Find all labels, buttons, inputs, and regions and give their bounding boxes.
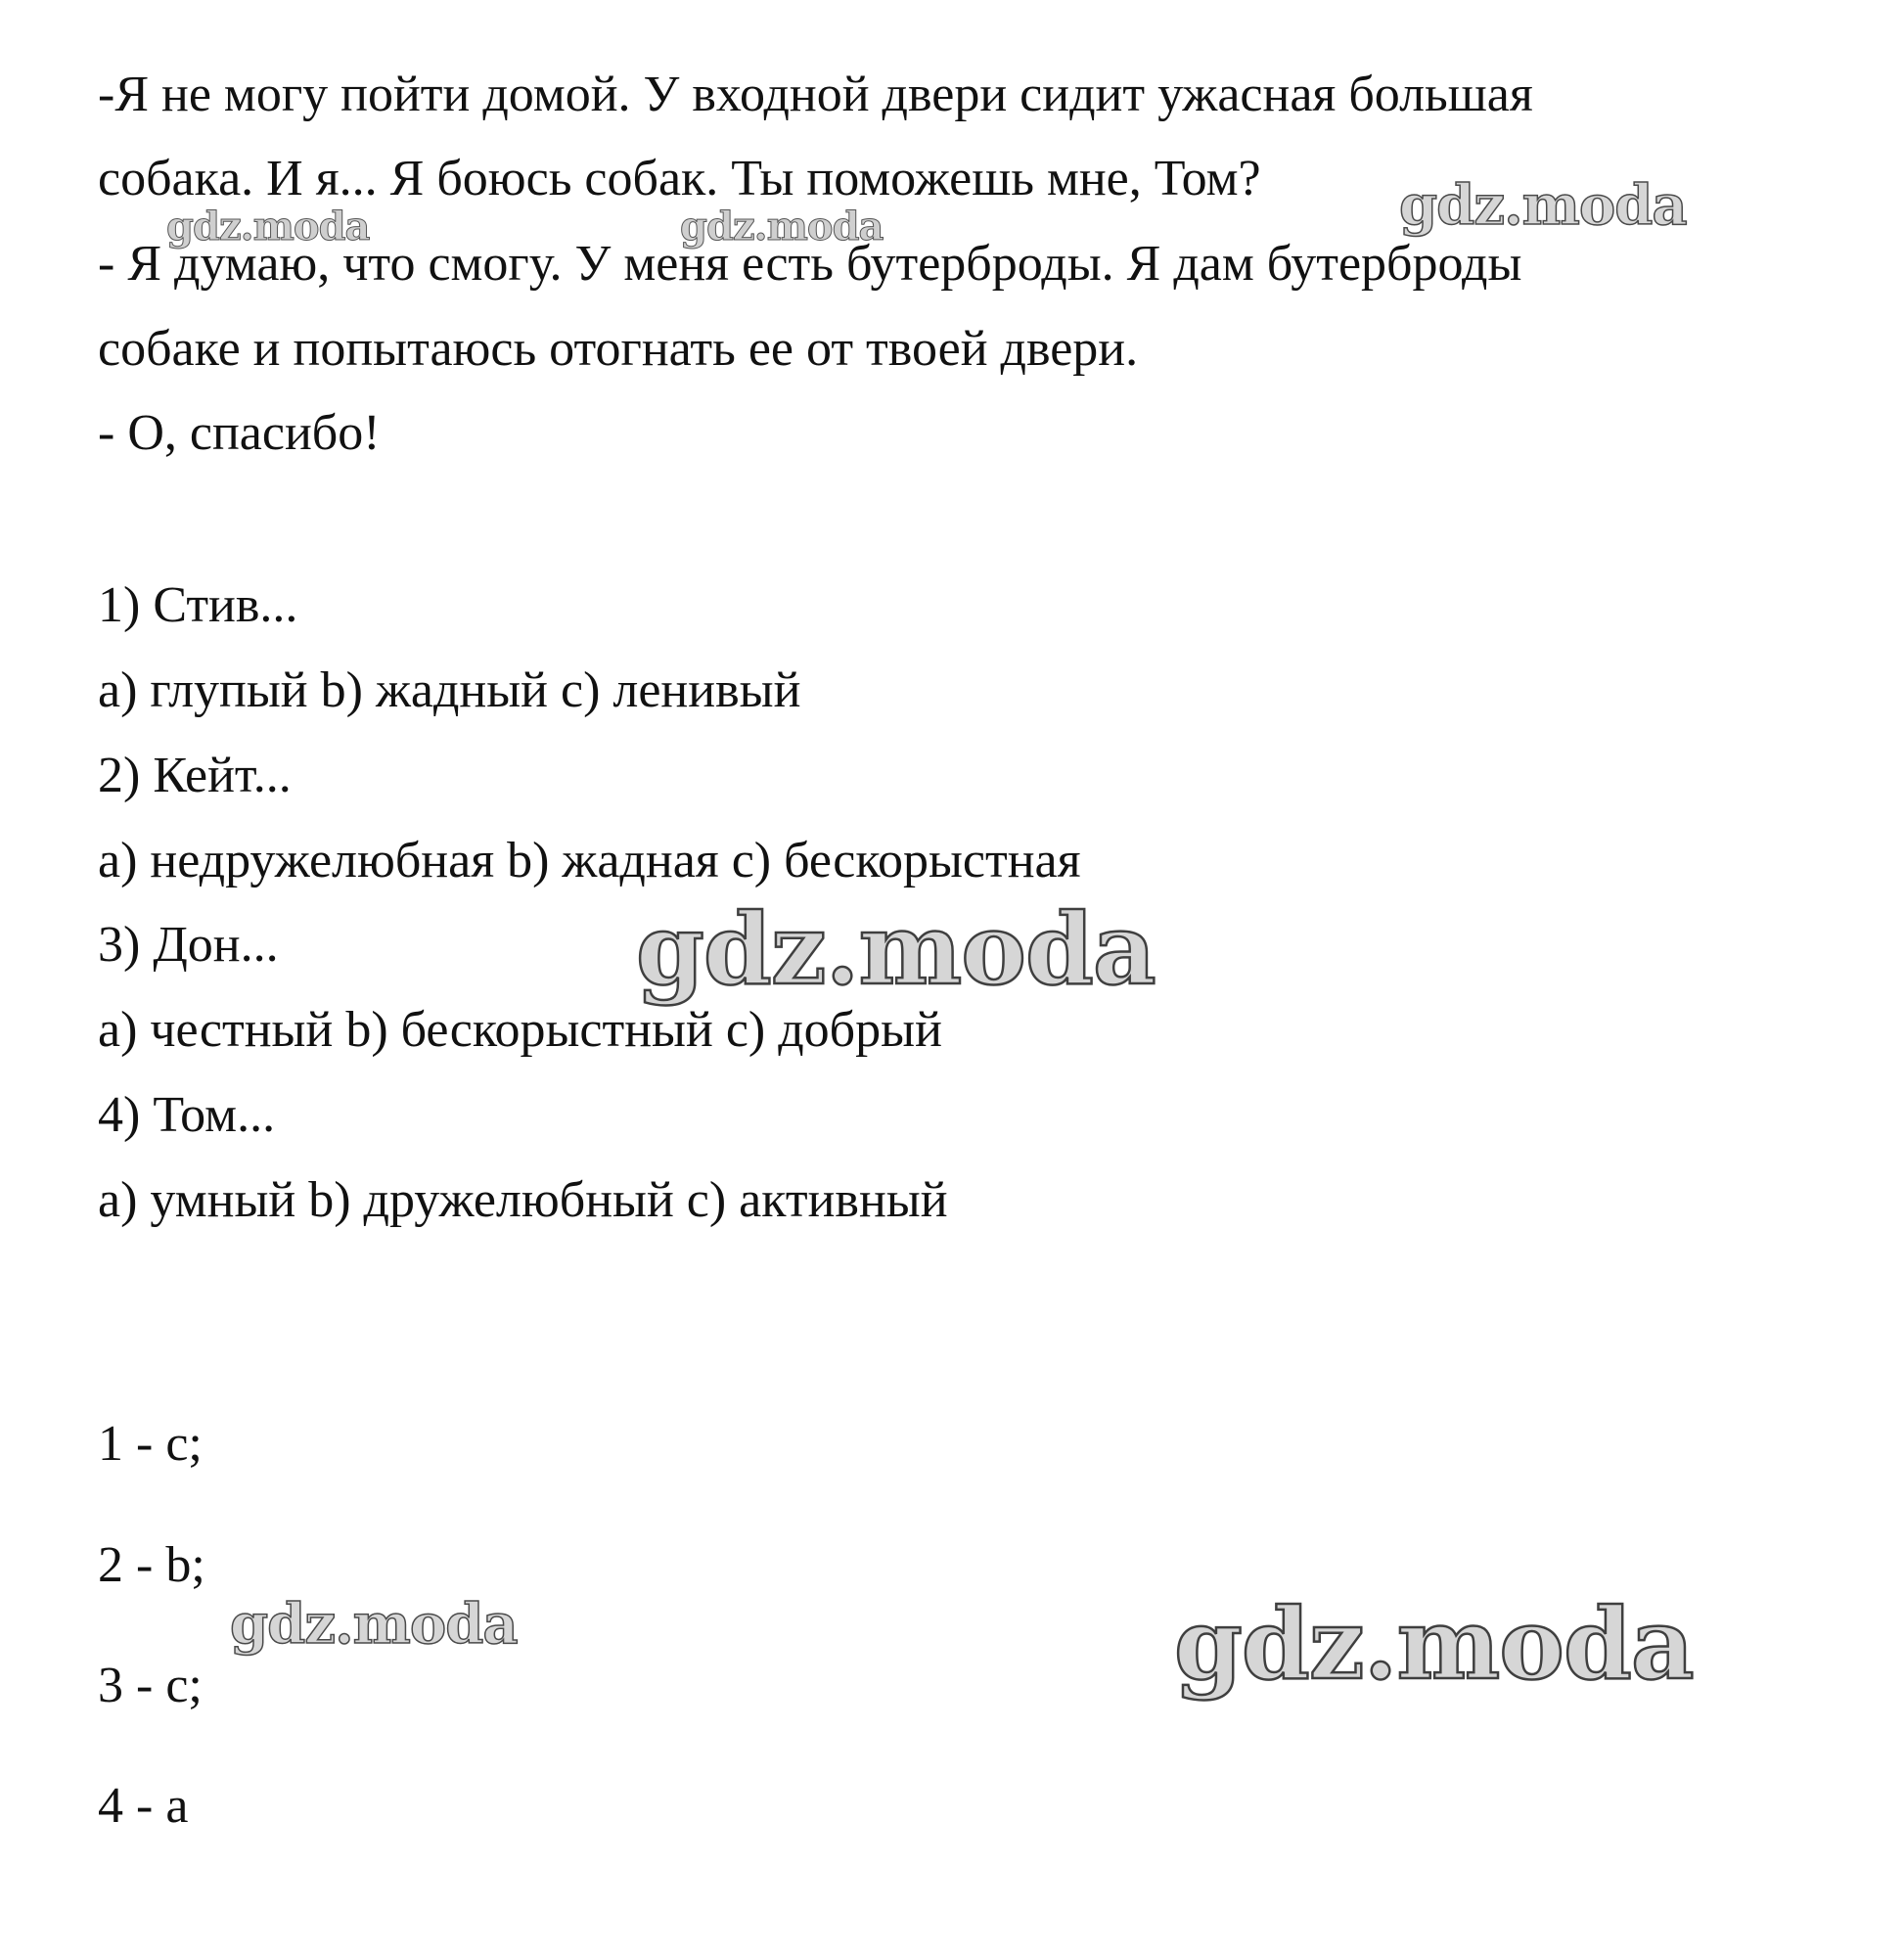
watermark-logo: gdz.moda: [636, 891, 1156, 1007]
dialogue-line-1: -Я не могу пойти домой. У входной двери сидит ужасная большая: [98, 67, 1533, 122]
question-1-prompt: 1) Стив...: [98, 577, 298, 633]
question-2-prompt: 2) Кейт...: [98, 748, 292, 803]
watermark-logo: gdz.moda: [1174, 1586, 1694, 1702]
question-3-prompt: 3) Дон...: [98, 917, 279, 973]
question-2-options: a) недружелюбная b) жадная c) бескорыстная: [98, 833, 1081, 888]
answer-1: 1 - c;: [98, 1416, 203, 1472]
answer-2: 2 - b;: [98, 1537, 205, 1593]
dialogue-line-3: - Я думаю, что смогу. У меня есть бутерброды. Я дам бутерброды: [98, 236, 1522, 292]
question-4-prompt: 4) Том...: [98, 1087, 276, 1143]
dialogue-line-5: - О, спасибо!: [98, 405, 381, 461]
watermark-logo: gdz.moda: [166, 204, 370, 250]
answer-3: 3 - c;: [98, 1658, 203, 1713]
dialogue-line-4: собаке и попытаюсь отогнать ее от твоей двери.: [98, 321, 1139, 377]
watermark-logo: gdz.moda: [230, 1592, 518, 1657]
watermark-logo: gdz.moda: [1399, 173, 1687, 238]
question-3-options: a) честный b) бескорыстный c) добрый: [98, 1002, 942, 1058]
answer-4: 4 - a: [98, 1778, 189, 1834]
watermark-logo: gdz.moda: [680, 204, 884, 250]
question-4-options: a) умный b) дружелюбный c) активный: [98, 1172, 948, 1228]
dialogue-line-2: собака. И я... Я боюсь собак. Ты поможешь мне, Том?: [98, 151, 1261, 206]
question-1-options: a) глупый b) жадный c) ленивый: [98, 662, 801, 718]
